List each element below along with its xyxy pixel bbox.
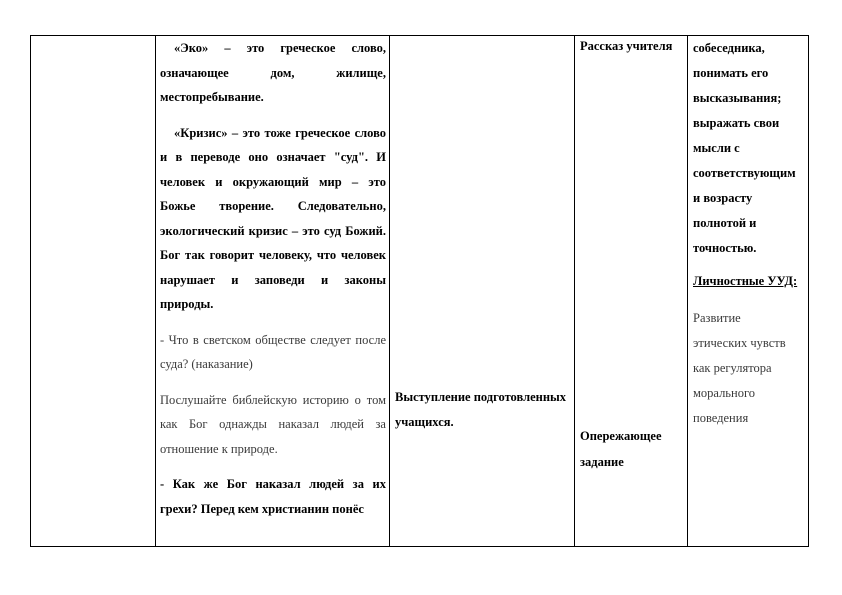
advance-task-text: Опережающее задание	[580, 429, 662, 469]
column-divider-2	[389, 35, 390, 547]
outcome-line: полнотой и	[693, 216, 757, 230]
paragraph-krizis: «Кризис» – это тоже греческое слово и в переводе оно означает "суд". И человек и окружающий мир – это Божье творение. Следовательно, экологический кризис – это суд Божий. Бог так говорит человеку, что человек нарушает и заповеди и законы природы.	[160, 125, 386, 311]
outcome-line: понимать его	[693, 66, 769, 80]
teacher-story-text: Рассказ учителя	[580, 39, 673, 53]
table-bottom-border	[30, 546, 809, 547]
paragraph-bible-story: Послушайте библейскую историю о том как Бог однажды наказал людей за отношение к природе.	[160, 392, 386, 456]
outcomes-cell	[693, 36, 807, 431]
outcome-line: собеседника,	[693, 41, 765, 55]
column-1-cell	[31, 36, 155, 546]
outcome-line: и возрасту	[693, 191, 753, 205]
student-activity-cell	[395, 385, 570, 435]
outcome-line: высказывания;	[693, 91, 782, 105]
outcome-line: соответствующим	[693, 166, 796, 180]
advance-task-cell	[580, 423, 684, 475]
column-divider-1	[155, 35, 156, 547]
outcome-line: точностью.	[693, 241, 757, 255]
spacer	[693, 294, 807, 306]
table-right-border	[808, 35, 809, 547]
student-activity-text: Выступление подготовленных учащихся.	[395, 390, 567, 429]
outcome-line: мысли с	[693, 141, 740, 155]
personal-outcome-line: морального	[693, 386, 756, 400]
personal-outcome-line: Развитие	[693, 311, 741, 325]
paragraph-punishment-question: - Как же Бог наказал людей за их грехи? Перед кем христианин понёс	[160, 477, 386, 516]
paragraph-eko: «Эко» – это греческое слово, означающее дом, жилище, местопребывание.	[160, 41, 386, 104]
column-divider-3	[574, 35, 575, 547]
outcome-line: выражать свои	[693, 116, 780, 130]
teacher-method-cell	[580, 36, 684, 56]
personal-outcome-line: поведения	[693, 411, 749, 425]
paragraph-question: - Что в светском обществе следует после суда? (наказание)	[160, 332, 386, 371]
lesson-content-cell	[160, 36, 386, 532]
column-divider-4	[687, 35, 688, 547]
personal-uud-heading: Личностные УУД:	[693, 274, 798, 288]
personal-outcome-line: этических чувств	[693, 336, 786, 350]
personal-outcome-line: как регулятора	[693, 361, 772, 375]
